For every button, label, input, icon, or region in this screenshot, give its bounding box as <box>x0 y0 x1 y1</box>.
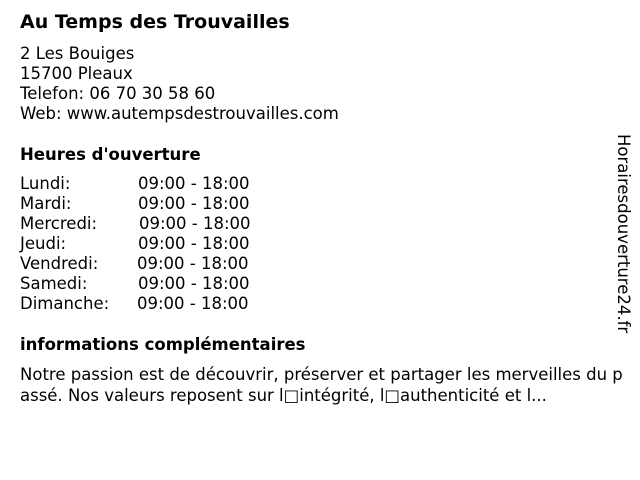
time-range: 09:00 - 18:00 <box>137 254 249 273</box>
phone-number: Telefon: 06 70 30 58 60 <box>20 84 216 103</box>
time-range: 09:00 - 18:00 <box>137 294 249 313</box>
time-range: 09:00 - 18:00 <box>139 214 251 233</box>
website: Web: www.autempsdestrouvailles.com <box>20 104 339 123</box>
day-label: Jeudi: <box>20 234 67 253</box>
day-label: Mercredi: <box>20 214 98 233</box>
day-label: Vendredi: <box>20 254 99 273</box>
time-range: 09:00 - 18:00 <box>138 274 250 293</box>
city-postal-code: 15700 Pleaux <box>20 64 133 83</box>
opening-hours-heading: Heures d'ouverture <box>20 145 201 164</box>
business-name: Au Temps des Trouvailles <box>20 11 290 33</box>
time-range: 09:00 - 18:00 <box>138 174 250 193</box>
additional-info-heading: informations complémentaires <box>20 335 306 354</box>
address-block <box>20 44 339 124</box>
day-label: Lundi: <box>20 174 71 193</box>
site-watermark: Horairesdouverture24.fr <box>614 134 633 334</box>
additional-info-text: Notre passion est de découvrir, préserver et partager les merveilles du passé. Nos valeurs reposent sur l□intégrité, l□authenticité et l... <box>20 365 623 405</box>
street-address: 2 Les Bouiges <box>20 44 135 63</box>
time-range: 09:00 - 18:00 <box>138 234 250 253</box>
day-label: Dimanche: <box>20 294 110 313</box>
day-label: Mardi: <box>20 194 72 213</box>
time-range: 09:00 - 18:00 <box>138 194 250 213</box>
day-label: Samedi: <box>20 274 88 293</box>
